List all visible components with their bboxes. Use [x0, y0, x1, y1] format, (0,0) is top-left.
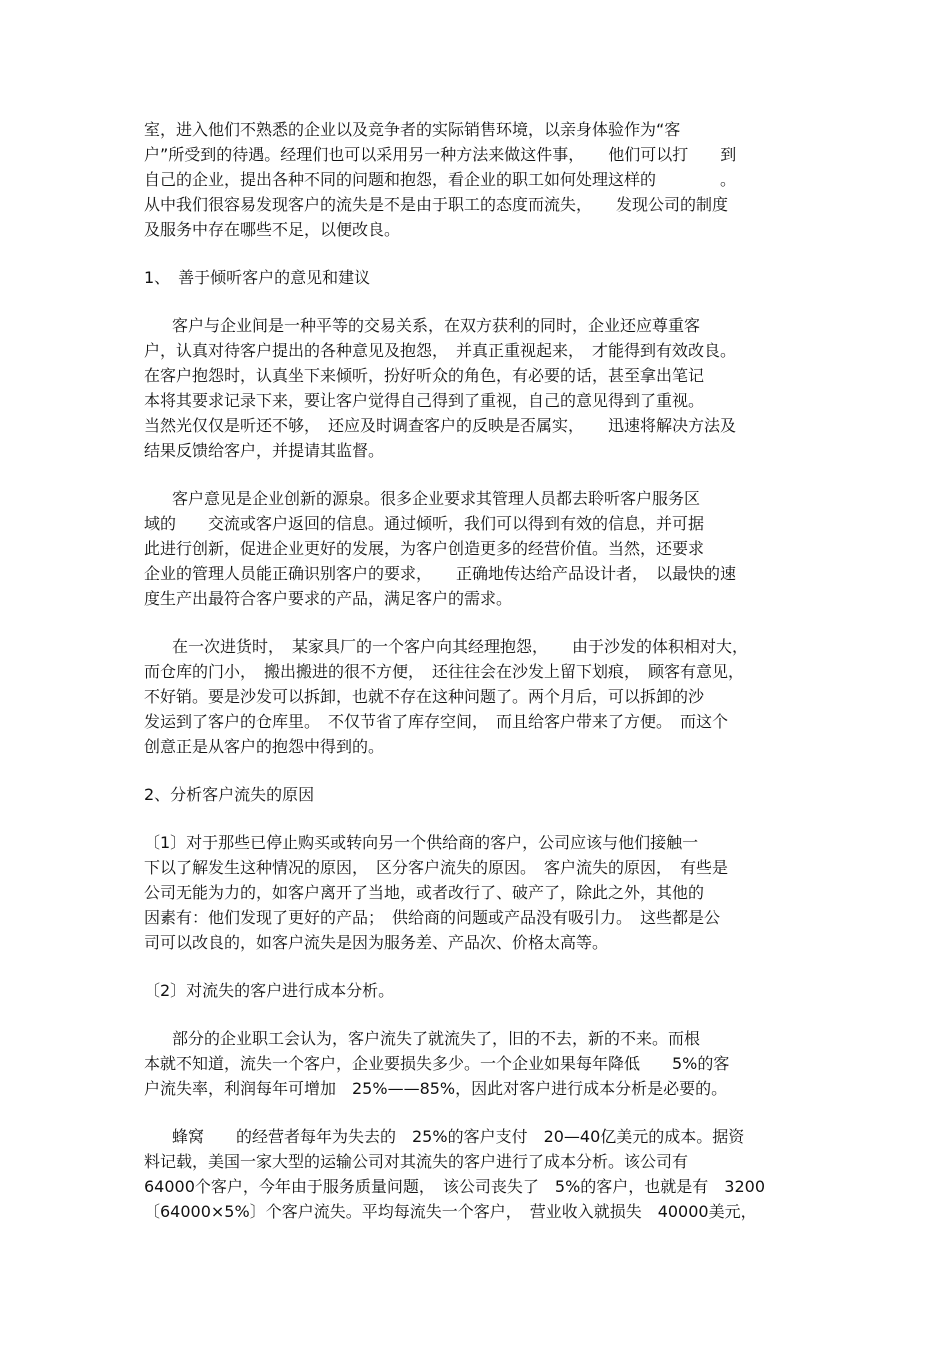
section-heading: 〔2〕对流失的客户进行成本分析。 [144, 981, 395, 1000]
text-line: 蜂窝 的经营者每年为失去的 25%的客户支付 20—40亿美元的成本。据资 [172, 1127, 745, 1146]
text-line: 本将其要求记录下来，要让客户觉得自己得到了重视，自己的意见得到了重视。 [144, 391, 705, 410]
text-line: 客户与企业间是一种平等的交易关系，在双方获利的同时，企业还应尊重客 [172, 316, 701, 335]
text-line: 当然光仅仅是听还不够， 还应及时调查客户的反映是否属实， 迅速将解决方法及 [144, 416, 737, 435]
text-line: 度生产出最符合客户要求的产品，满足客户的需求。 [144, 589, 513, 608]
text-line: 料记载，美国一家大型的运输公司对其流失的客户进行了成本分析。该公司有 [144, 1152, 689, 1171]
text-line: 此进行创新，促进企业更好的发展，为客户创造更多的经营价值。当然，还要求 [144, 539, 705, 558]
text-line: 户”所受到的待遇。经理们也可以采用另一种方法来做这件事， 他们可以打 到 [144, 145, 737, 164]
text-line: 从中我们很容易发现客户的流失是不是由于职工的态度而流失， 发现公司的制度 [144, 195, 729, 214]
text-line: 下以了解发生这种情况的原因， 区分客户流失的原因。 客户流失的原因， 有些是 [144, 858, 729, 877]
text-line: 企业的管理人员能正确识别客户的要求， 正确地传达给产品设计者， 以最快的速 [144, 564, 737, 583]
text-line: 司可以改良的，如客户流失是因为服务差、产品次、价格太高等。 [144, 933, 609, 952]
text-line: 部分的企业职工会认为，客户流失了就流失了，旧的不去，新的不来。而根 [172, 1029, 701, 1048]
text-line: 结果反馈给客户，并提请其监督。 [144, 441, 385, 460]
text-line: 户，认真对待客户提出的各种意见及抱怨， 并真正重视起来， 才能得到有效改良。 [144, 341, 737, 360]
text-line: 户流失率，利润每年可增加 25%——85%，因此对客户进行成本分析是必要的。 [144, 1079, 728, 1098]
section-heading: 1、 善于倾听客户的意见和建议 [144, 268, 371, 287]
text-line: 因素有：他们发现了更好的产品； 供给商的问题或产品没有吸引力。 这些都是公 [144, 908, 721, 927]
text-line: 发运到了客户的仓库里。 不仅节省了库存空间， 而且给客户带来了方便。 而这个 [144, 712, 729, 731]
text-line: 本就不知道，流失一个客户，企业要损失多少。一个企业如果每年降低 5%的客 [144, 1054, 730, 1073]
text-line: 〔64000×5%〕个客户流失。平均每流失一个客户， 营业收入就损失 40000美元， [144, 1202, 757, 1221]
section-heading: 2、分析客户流失的原因 [144, 785, 315, 804]
text-line: 创意正是从客户的抱怨中得到的。 [144, 737, 385, 756]
text-line: 公司无能为力的，如客户离开了当地，或者改行了、破产了，除此之外，其他的 [144, 883, 705, 902]
text-line: 而仓库的门小， 搬出搬进的很不方便， 还往往会在沙发上留下划痕， 顾客有意见， [144, 662, 745, 681]
text-line: 自己的企业，提出各种不同的问题和抱怨，看企业的职工如何处理这样的 。 [144, 170, 737, 189]
text-line: 64000个客户，今年由于服务质量问题， 该公司丧失了 5%的客户，也就是有 3200 [144, 1177, 766, 1196]
text-line: 客户意见是企业创新的源泉。很多企业要求其管理人员都去聆听客户服务区 [172, 489, 701, 508]
text-line: 及服务中存在哪些不足，以便改良。 [144, 220, 401, 239]
text-line: 〔1〕对于那些已停止购买或转向另一个供给商的客户，公司应该与他们接触一 [144, 833, 699, 852]
text-line: 在客户抱怨时，认真坐下来倾听，扮好听众的角色，有必要的话，甚至拿出笔记 [144, 366, 705, 385]
text-line: 域的 交流或客户返回的信息。通过倾听，我们可以得到有效的信息，并可据 [144, 514, 705, 533]
text-line: 不好销。要是沙发可以拆卸，也就不存在这种问题了。两个月后，可以拆卸的沙 [144, 687, 705, 706]
text-line: 在一次进货时， 某家具厂的一个客户向其经理抱怨， 由于沙发的体积相对大， [172, 637, 749, 656]
text-line: 室，进入他们不熟悉的企业以及竞争者的实际销售环境，以亲身体验作为“客 [144, 120, 681, 139]
